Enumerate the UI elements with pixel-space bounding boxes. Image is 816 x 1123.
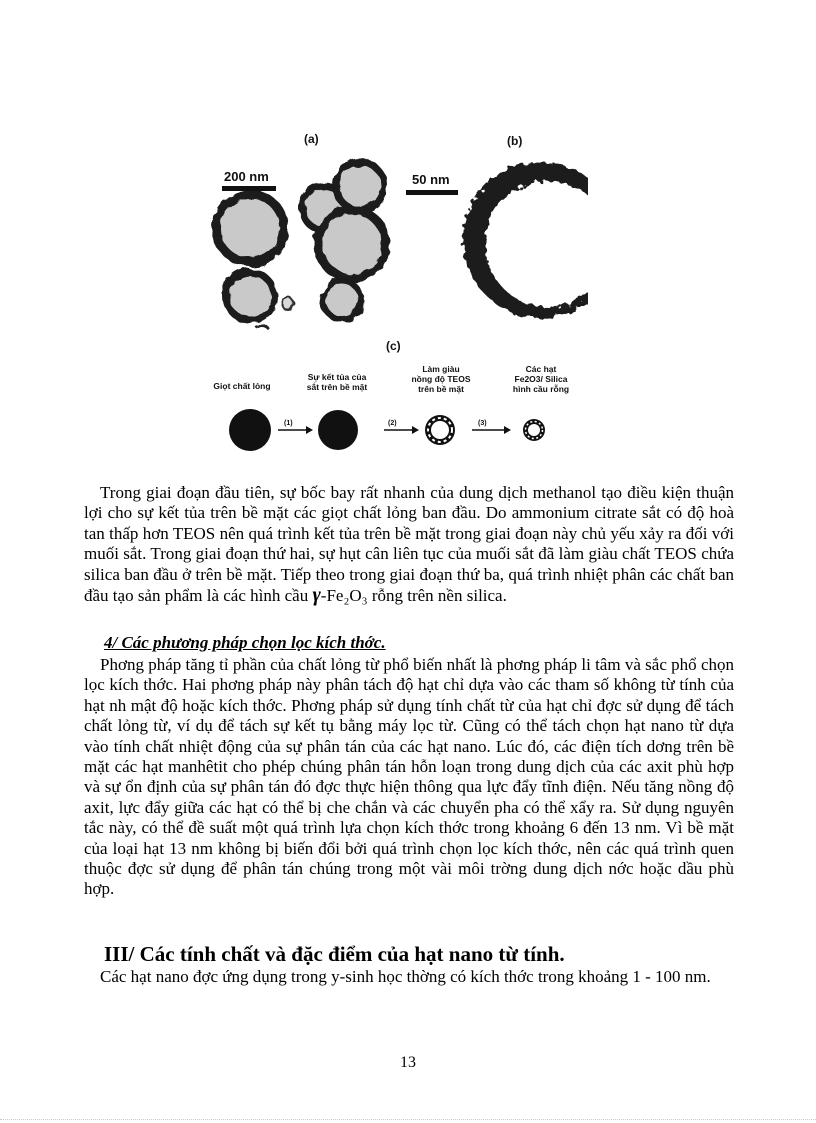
scale-bar-b [406,190,458,195]
panel-b-label: (b) [507,134,523,148]
hollow-sphere [216,194,284,262]
step-2-label: (2) [388,420,397,427]
stage2-label: Sự kết tủa của sắt trên bề mặt [306,372,368,392]
panel-b-micrograph [463,162,592,318]
paragraph-stages-end: -Fe₂O₃ rỗng trên nền silica. [320,586,507,606]
stage3-label: Làm giàu nồng độ TEOS trên bề mặt [411,364,471,394]
hollow-sphere [336,162,384,210]
droplet-stage1 [229,409,271,451]
step-3-label: (3) [478,420,487,427]
arrow-3 [472,426,511,434]
tem-figure [196,128,592,458]
section-4-heading: 4/ Các phương pháp chọn lọc kích thớc. [104,633,386,652]
droplet-stage2 [318,410,358,450]
stage1-label: Giọt chất lỏng [213,381,271,391]
hollow-sphere [318,210,386,278]
chapter-3-heading: III/ Các tính chất và đặc điểm của hạt nano từ tính. [104,942,565,966]
hollow-sphere [323,281,361,319]
hollow-sphere [282,298,294,310]
arrow-1 [278,426,313,434]
paragraph-size-selection-text: Phơng pháp tăng tỉ phần của chất lỏng từ phổ biến nhất là phơng pháp li tâm và sắc phổ chọn lọc kích thớc. Hai phơng pháp này phân tách độ hạt chỉ dựa vào các tham số không từ tính của hạt nh mật độ hoặc kích thớc. Phơng pháp sử dụng tính chất từ của hạt chỉ đợc sử dụng để tách chất lỏng từ, ví dụ để tách sự kết tụ bằng máy lọc từ. Cũng có thể tách chọn hạt nano từ dựa vào tính chất nhiệt động của sự phân tán của các hạt nano. Lúc đó, các điện tích dơng trên bề mặt các hạt manhêtit cho phép chúng phân tán hỗn loạn trong dung dịch của các axit phù hợp và sự ổn định của sự phân tán đó đợc thực hiện thông qua lực đẩy tĩnh điện. Nếu tăng nồng độ axit, lực đẩy giữa các hạt có thể bị che chắn và các chuyển pha có thể xẩy ra. Sử dụng nguyên tắc này, có thể đề suất một quá trình lựa chọn kích thớc trong khoảng 6 đến 13 nm. Vì bề mặt của loại hạt 13 nm không bị biến đổi bởi quá trình chọn lọc kích thớc, nên các quá trình quen thuộc đợc sử dụng để phân tán chúng trong một vài môi trờng dung dịch nớc hoặc dầu phù hợp. [84,655,734,899]
paragraph-applications-text: Các hạt nano đợc ứng dụng trong y-sinh học thờng có kích thớc trong khoảng 1 - 100 nm. [100,967,711,986]
paragraph-stages [84,483,734,606]
hollow-sphere [226,272,274,320]
paragraph-applications [84,967,734,987]
panel-c-label: (c) [386,339,401,353]
arrow-2 [384,426,419,434]
panel-a-label: (a) [304,132,319,146]
panel-c-schematic [229,409,545,451]
scale-label-a: 200 nm [224,169,269,184]
step-1-label: (1) [284,420,293,427]
scale-label-b: 50 nm [412,172,450,187]
scale-bar-a [222,186,276,191]
page-number: 13 [400,1054,416,1071]
paragraph-size-selection [84,655,734,900]
page-bottom-border [0,1119,816,1120]
gamma-symbol: γ [312,584,321,607]
stage4-label: Các hạt Fe2O3/ Silica hình cầu rỗng [512,364,570,394]
paragraph-stages-text: Trong giai đoạn đầu tiên, sự bốc bay rất nhanh của dung dịch methanol tạo điều kiện thuận lợi cho sự kết tủa trên bề mặt các giọt chất lỏng ban đầu. Do ammonium citrate sắt có độ hoà tan thấp hơn TEOS nên quá trình kết tủa trên bề mặt trong giai đoạn này chủ yếu xảy ra đối với muối sắt. Trong giai đoạn thứ hai, sự hụt cân liên tục của muối sắt đã làm giàu chất TEOS chứa silica ban đầu ở trên bề mặt. Tiếp theo trong giai đoạn thứ ba, quá trình nhiệt phân các chất ban đầu tạo sản phẩm là các hình cầu [84,483,734,606]
